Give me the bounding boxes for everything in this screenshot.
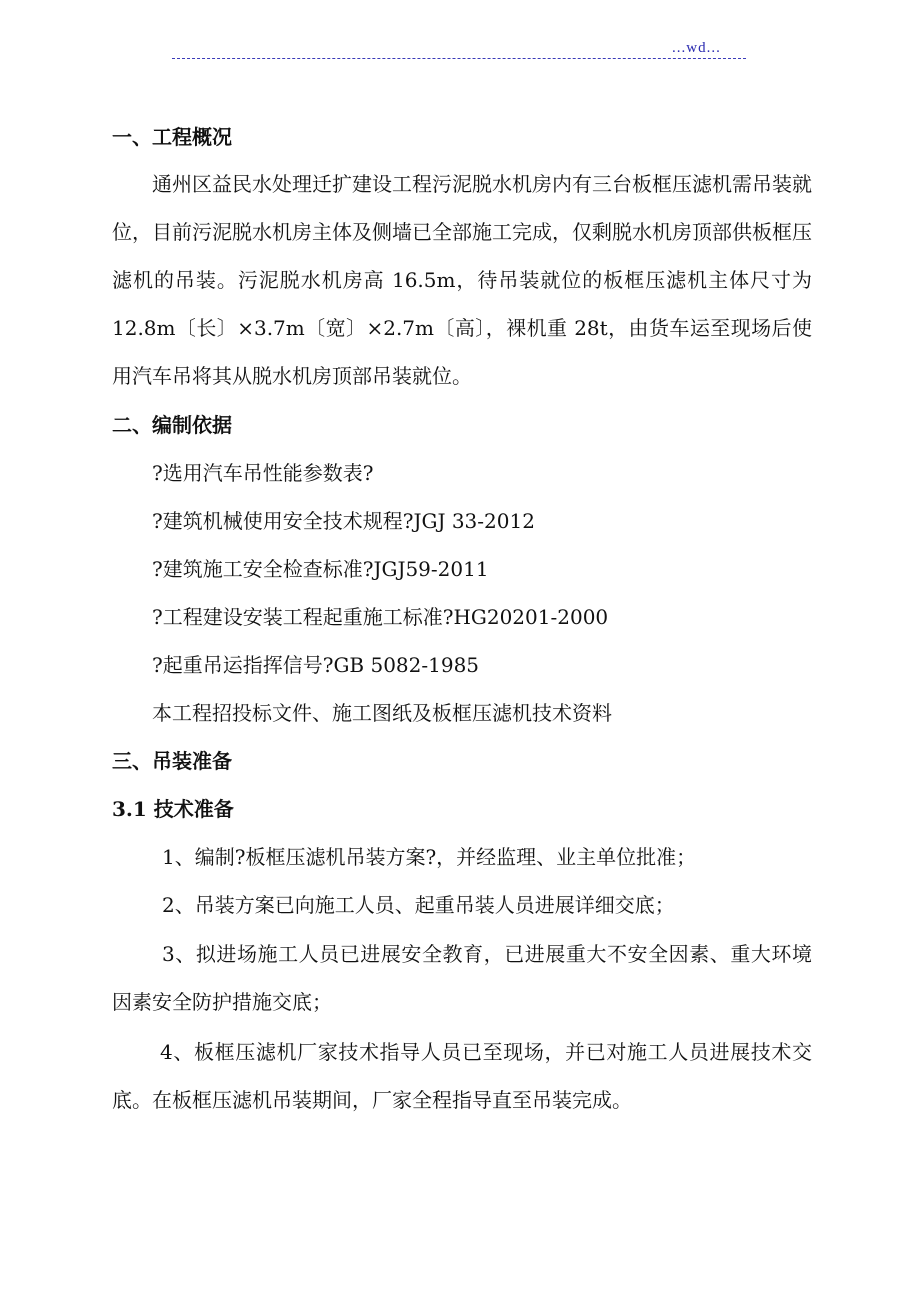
reference-item: ?建筑施工安全检查标准?JGJ59-2011 bbox=[152, 557, 489, 581]
reference-item: ?工程建设安装工程起重施工标准?HG20201-2000 bbox=[152, 605, 609, 629]
prep-item: 2、吊装方案已向施工人员、起重吊装人员进展详细交底； bbox=[162, 893, 675, 917]
header-mark: ...wd... bbox=[672, 40, 721, 56]
reference-item: ?选用汽车吊性能参数表? bbox=[152, 461, 374, 485]
reference-item: ?起重吊运指挥信号?GB 5082-1985 bbox=[152, 653, 480, 677]
section-3-title: 三、吊装准备 bbox=[112, 749, 232, 773]
subsection-3-1-title: 3.1 技术准备 bbox=[112, 797, 234, 821]
reference-item: 本工程招投标文件、施工图纸及板框压滤机技术资料 bbox=[152, 701, 612, 725]
prep-item: 3、拟进场施工人员已进展安全教育，已进展重大不安全因素、重大环境因素安全防护措施交底； bbox=[112, 942, 812, 1014]
prep-item: 1、编制?板框压滤机吊装方案?，并经监理、业主单位批准； bbox=[162, 845, 697, 869]
section-2-title: 二、编制依据 bbox=[112, 413, 232, 437]
header-dashed-rule bbox=[172, 58, 746, 59]
reference-item: ?建筑机械使用安全技术规程?JGJ 33-2012 bbox=[152, 509, 535, 533]
section-1-title: 一、工程概况 bbox=[112, 125, 232, 149]
section-1-body: 通州区益民水处理迁扩建设工程污泥脱水机房内有三台板框压滤机需吊装就位，目前污泥脱水机房主体及侧墙已全部施工完成，仅剩脱水机房顶部供板框压滤机的吊装。污泥脱水机房高 16.5m，待吊装就位的板框压滤机主体尺寸为 12.8m〔长〕×3.7m〔宽〕×2.7m〔高〕，裸机重 28t，由货车运至现场后使用汽车吊将其从脱水机房顶部吊装就位。 bbox=[112, 172, 812, 388]
prep-item: 4、板框压滤机厂家技术指导人员已至现场，并已对施工人员进展技术交底。在板框压滤机吊装期间，厂家全程指导直至吊装完成。 bbox=[112, 1040, 812, 1112]
